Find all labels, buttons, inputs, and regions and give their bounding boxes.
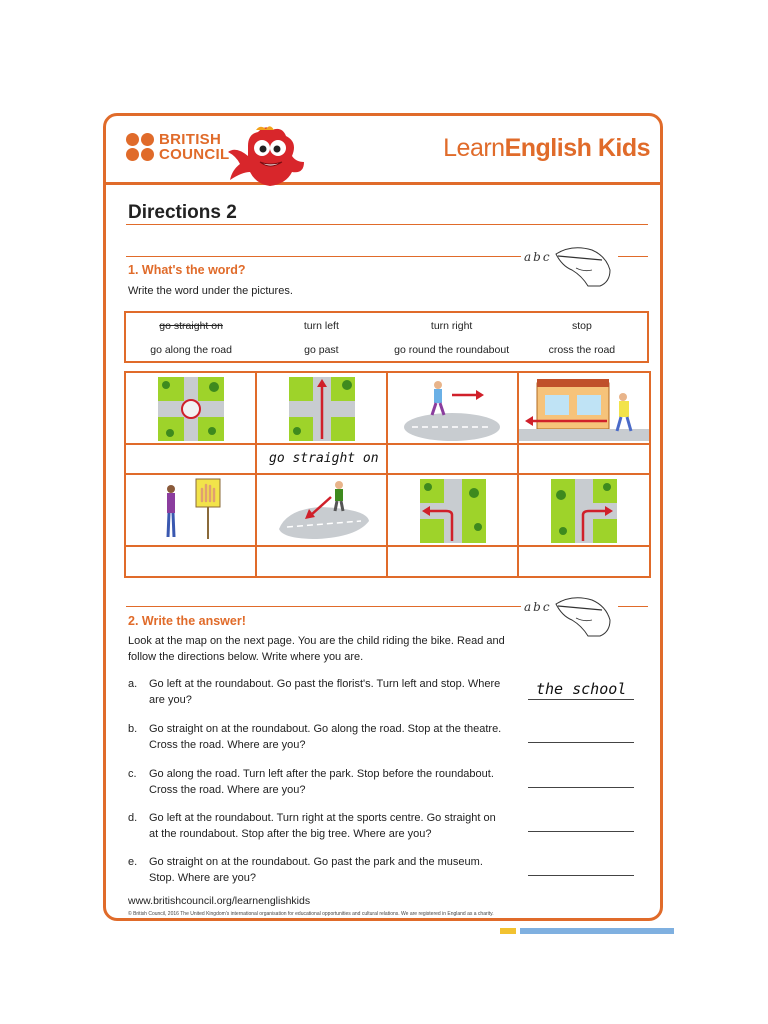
word-cross-the-road: cross the road	[548, 344, 616, 356]
logo-line-1: BRITISH	[159, 131, 222, 148]
picture-stop	[126, 475, 257, 547]
go-along-road-icon	[388, 373, 517, 443]
picture-go-along-the-road	[388, 373, 519, 445]
logo-dots-icon	[126, 133, 154, 161]
word-bank-row-1	[126, 320, 647, 332]
question-e	[128, 854, 508, 888]
picture-go-past	[519, 373, 649, 445]
section2-instruction-line-2: follow the directions below. Write where you are.	[128, 651, 364, 663]
picture-turn-right	[519, 475, 649, 547]
word-stop: stop	[571, 320, 592, 332]
question-c	[128, 766, 508, 800]
footer-url[interactable]: www.britishcouncil.org/learnenglishkids	[128, 895, 311, 907]
word-go-straight-on: go straight on	[159, 320, 223, 332]
word-turn-left: turn left	[303, 320, 339, 332]
turn-right-icon	[519, 475, 649, 545]
question-b	[128, 721, 508, 755]
answer-cell-5[interactable]	[126, 547, 257, 576]
question-text: Go straight on at the roundabout. Go along the road. Stop at the theatre. Cross the road. Where are you?	[149, 723, 502, 751]
answer-line-d[interactable]	[528, 831, 634, 832]
title-divider	[126, 224, 648, 225]
answer-line-e[interactable]	[528, 875, 634, 876]
section2-title: 2. Write the answer!	[128, 614, 246, 628]
learnenglish-kids-logo: LearnEnglish Kids	[443, 134, 650, 162]
question-a	[128, 676, 508, 710]
answer-cell-7[interactable]	[388, 547, 519, 576]
answer-cell-1[interactable]	[126, 445, 257, 475]
word-go-past: go past	[304, 344, 339, 356]
monster-mascot-icon	[226, 126, 306, 188]
answer-line-b[interactable]	[528, 742, 634, 743]
worksheet	[103, 113, 663, 921]
abc-label-2: abc	[524, 600, 552, 614]
roundabout-icon	[126, 373, 255, 443]
question-text: Go straight on at the roundabout. Go past the park and the museum. Stop. Where are you?	[149, 856, 483, 884]
writing-hand-icon-2	[552, 590, 614, 638]
question-label: a.	[128, 678, 138, 690]
question-label: c.	[128, 768, 137, 780]
question-text: Go left at the roundabout. Go past the florist's. Turn left and stop. Where are you?	[149, 678, 501, 706]
section1-divider-end	[618, 256, 648, 257]
picture-go-straight-on	[257, 373, 388, 445]
answer-cell-6[interactable]	[257, 547, 388, 576]
word-turn-right: turn right	[430, 320, 473, 332]
turn-left-icon	[388, 475, 517, 545]
answer-line-c[interactable]	[528, 787, 634, 788]
question-text: Go along the road. Turn left after the park. Stop before the roundabout. Cross the road. Where are you?	[149, 768, 494, 796]
handwritten-example-answer: go straight on	[269, 451, 379, 466]
footer-copyright: © British Council, 2016 The United Kingdom's international organisation for educational opportunities and cultural relations. We are registered in England as a charity.	[128, 911, 494, 917]
word-bank-row-2	[126, 344, 647, 356]
brand-strip-icon	[500, 928, 674, 934]
page-title: Directions 2	[128, 202, 237, 223]
picture-grid	[124, 371, 651, 578]
cross-road-icon	[257, 475, 386, 545]
writing-hand-icon	[552, 240, 614, 288]
section1-title: 1. What's the word?	[128, 263, 246, 277]
straight-on-icon	[257, 373, 386, 443]
section1-divider	[126, 256, 521, 257]
question-d	[128, 810, 508, 844]
word-go-round-the-roundabout: go round the roundabout	[394, 344, 510, 356]
picture-roundabout	[126, 373, 257, 445]
picture-cross-the-road	[257, 475, 388, 547]
word-bank	[124, 311, 649, 363]
go-past-shop-icon	[519, 373, 649, 443]
question-label: e.	[128, 856, 138, 868]
section2-instruction-line-1: Look at the map on the next page. You are the child riding the bike. Read and	[128, 635, 505, 647]
worksheet-header	[106, 116, 660, 185]
section1-instruction: Write the word under the pictures.	[128, 285, 293, 297]
section2-divider	[126, 606, 521, 607]
abc-label: abc	[524, 250, 552, 264]
stop-sign-icon	[126, 475, 255, 545]
answer-cell-2[interactable]	[257, 445, 388, 475]
picture-turn-left	[388, 475, 519, 547]
answer-cell-8[interactable]	[519, 547, 649, 576]
question-label: b.	[128, 723, 138, 735]
word-go-along-the-road: go along the road	[150, 344, 232, 356]
logo-line-2: COUNCIL	[159, 146, 230, 163]
british-council-logo	[126, 132, 229, 162]
answer-line-a[interactable]	[528, 699, 634, 700]
answer-cell-4[interactable]	[519, 445, 649, 475]
question-label: d.	[128, 812, 138, 824]
answer-cell-3[interactable]	[388, 445, 519, 475]
handwritten-answer-a: the school	[536, 680, 627, 698]
question-text: Go left at the roundabout. Turn right at the sports centre. Go straight on at the roundabout. Stop after the big tree. Where are you?	[149, 812, 496, 840]
section2-divider-end	[618, 606, 648, 607]
